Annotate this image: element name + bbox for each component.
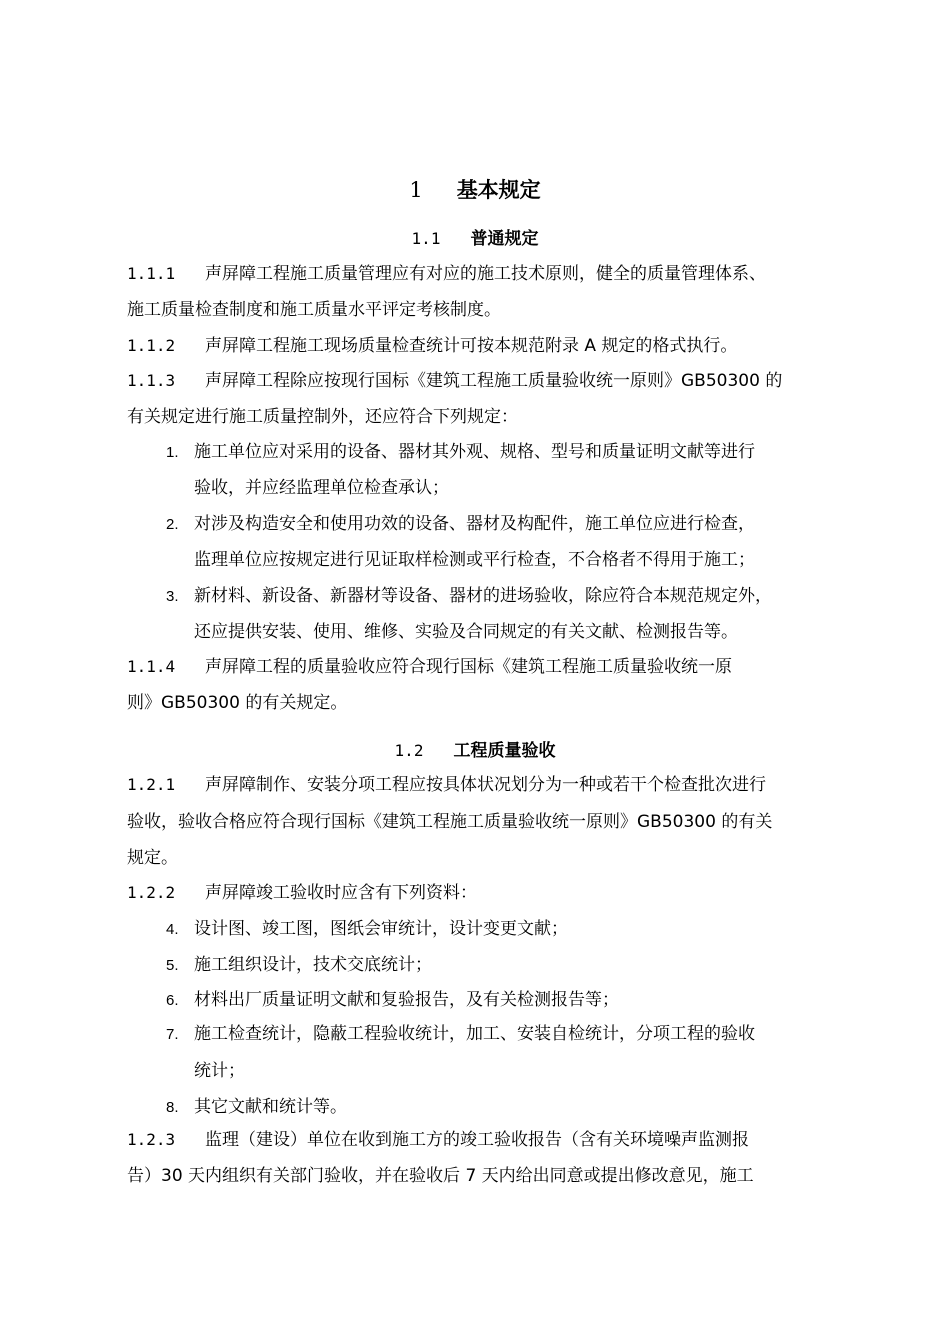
- section-title: 普通规定: [470, 229, 539, 249]
- list-item-number: 7.: [166, 1026, 179, 1043]
- list-item-number: 8.: [166, 1099, 179, 1116]
- list-item-continuation: 还应提供安装、使用、维修、实验及合同规定的有关文献、检测报告等。: [194, 622, 738, 642]
- clause-number: 1.2.1: [127, 775, 176, 794]
- clause-1-1-3-line-1: [127, 369, 782, 393]
- clause-text: 声屏障工程施工质量管理应有对应的施工技术原则，健全的质量管理体系、: [205, 264, 766, 284]
- clause-text: 声屏障竣工验收时应含有下列资料：: [205, 883, 477, 903]
- clause-1-2-1-line-1: [127, 773, 766, 797]
- clause-1-1-1-line-2: 施工质量检查制度和施工质量水平评定考核制度。: [127, 300, 501, 320]
- section-number: 1.2: [394, 741, 424, 760]
- list-item-text: 施工单位应对采用的设备、器材其外观、规格、型号和质量证明文献等进行: [194, 442, 755, 462]
- list-item: [166, 917, 568, 942]
- list-item-number: 1.: [166, 444, 179, 461]
- list-item: [166, 512, 755, 537]
- list-item-continuation: 统计；: [194, 1061, 245, 1081]
- list-item-number: 2.: [166, 516, 179, 533]
- list-item-text: 新材料、新设备、新器材等设备、器材的进场验收，除应符合本规范规定外，: [194, 586, 772, 606]
- list-item: [166, 1095, 347, 1120]
- list-item: [166, 440, 755, 465]
- clause-1-2-1-line-2: 验收，验收合格应符合现行国标《建筑工程施工质量验收统一原则》GB50300 的有关: [127, 812, 773, 832]
- clause-1-1-3-line-2: 有关规定进行施工质量控制外，还应符合下列规定：: [127, 407, 518, 427]
- section-number: 1.1: [411, 229, 441, 248]
- chapter-heading: [0, 176, 950, 204]
- clause-number: 1.2.2: [127, 883, 176, 902]
- list-item-number: 5.: [166, 957, 179, 974]
- clause-text: 声屏障工程的质量验收应符合现行国标《建筑工程施工质量验收统一原: [205, 657, 732, 677]
- list-item-text: 其它文献和统计等。: [194, 1097, 347, 1117]
- list-item: [166, 1022, 755, 1047]
- clause-1-2-3-line-2: 告）30 天内组织有关部门验收，并在验收后 7 天内给出同意或提出修改意见，施工: [127, 1166, 754, 1186]
- list-item-text: 施工检查统计，隐蔽工程验收统计，加工、安装自检统计，分项工程的验收: [194, 1024, 755, 1044]
- list-item-continuation: 监理单位应按规定进行见证取样检测或平行检查，不合格者不得用于施工；: [194, 550, 755, 570]
- list-item: [166, 988, 619, 1013]
- list-item-number: 3.: [166, 588, 179, 605]
- clause-text: 声屏障制作、安装分项工程应按具体状况划分为一种或若干个检查批次进行: [205, 775, 766, 795]
- list-item: [166, 953, 432, 978]
- list-item-text: 设计图、竣工图，图纸会审统计，设计变更文献；: [194, 919, 568, 939]
- clause-text: 监理（建设）单位在收到施工方的竣工验收报告（含有关环境噪声监测报: [205, 1130, 749, 1150]
- list-item-number: 4.: [166, 921, 179, 938]
- section-title: 工程质量验收: [453, 741, 556, 761]
- clause-1-2-2-line-1: [127, 881, 477, 905]
- clause-1-2-1-line-3: 规定。: [127, 848, 178, 868]
- clause-number: 1.2.3: [127, 1130, 176, 1149]
- clause-number: 1.1.4: [127, 657, 176, 676]
- clause-text: 声屏障工程施工现场质量检查统计可按本规范附录 A 规定的格式执行。: [205, 336, 738, 356]
- list-item-number: 6.: [166, 992, 179, 1009]
- section-heading-1-1: [0, 227, 950, 251]
- list-item-text: 材料出厂质量证明文献和复验报告，及有关检测报告等；: [194, 990, 619, 1010]
- list-item-text: 施工组织设计，技术交底统计；: [194, 955, 432, 975]
- list-item-continuation: 验收，并应经监理单位检查承认；: [194, 478, 449, 498]
- chapter-number: 1: [409, 178, 423, 202]
- clause-number: 1.1.2: [127, 336, 176, 355]
- clause-1-1-2-line-1: [127, 334, 737, 358]
- clause-1-1-4-line-2: 则》GB50300 的有关规定。: [127, 693, 348, 713]
- clause-number: 1.1.3: [127, 371, 176, 390]
- clause-number: 1.1.1: [127, 264, 176, 283]
- clause-1-1-4-line-1: [127, 655, 732, 679]
- clause-1-1-1-line-1: [127, 262, 766, 286]
- list-item-text: 对涉及构造安全和使用功效的设备、器材及构配件，施工单位应进行检查，: [194, 514, 755, 534]
- section-heading-1-2: [0, 739, 950, 763]
- clause-1-2-3-line-1: [127, 1128, 749, 1152]
- list-item: [166, 584, 772, 609]
- chapter-title: 基本规定: [456, 178, 541, 202]
- clause-text: 声屏障工程除应按现行国标《建筑工程施工质量验收统一原则》GB50300 的: [205, 371, 783, 391]
